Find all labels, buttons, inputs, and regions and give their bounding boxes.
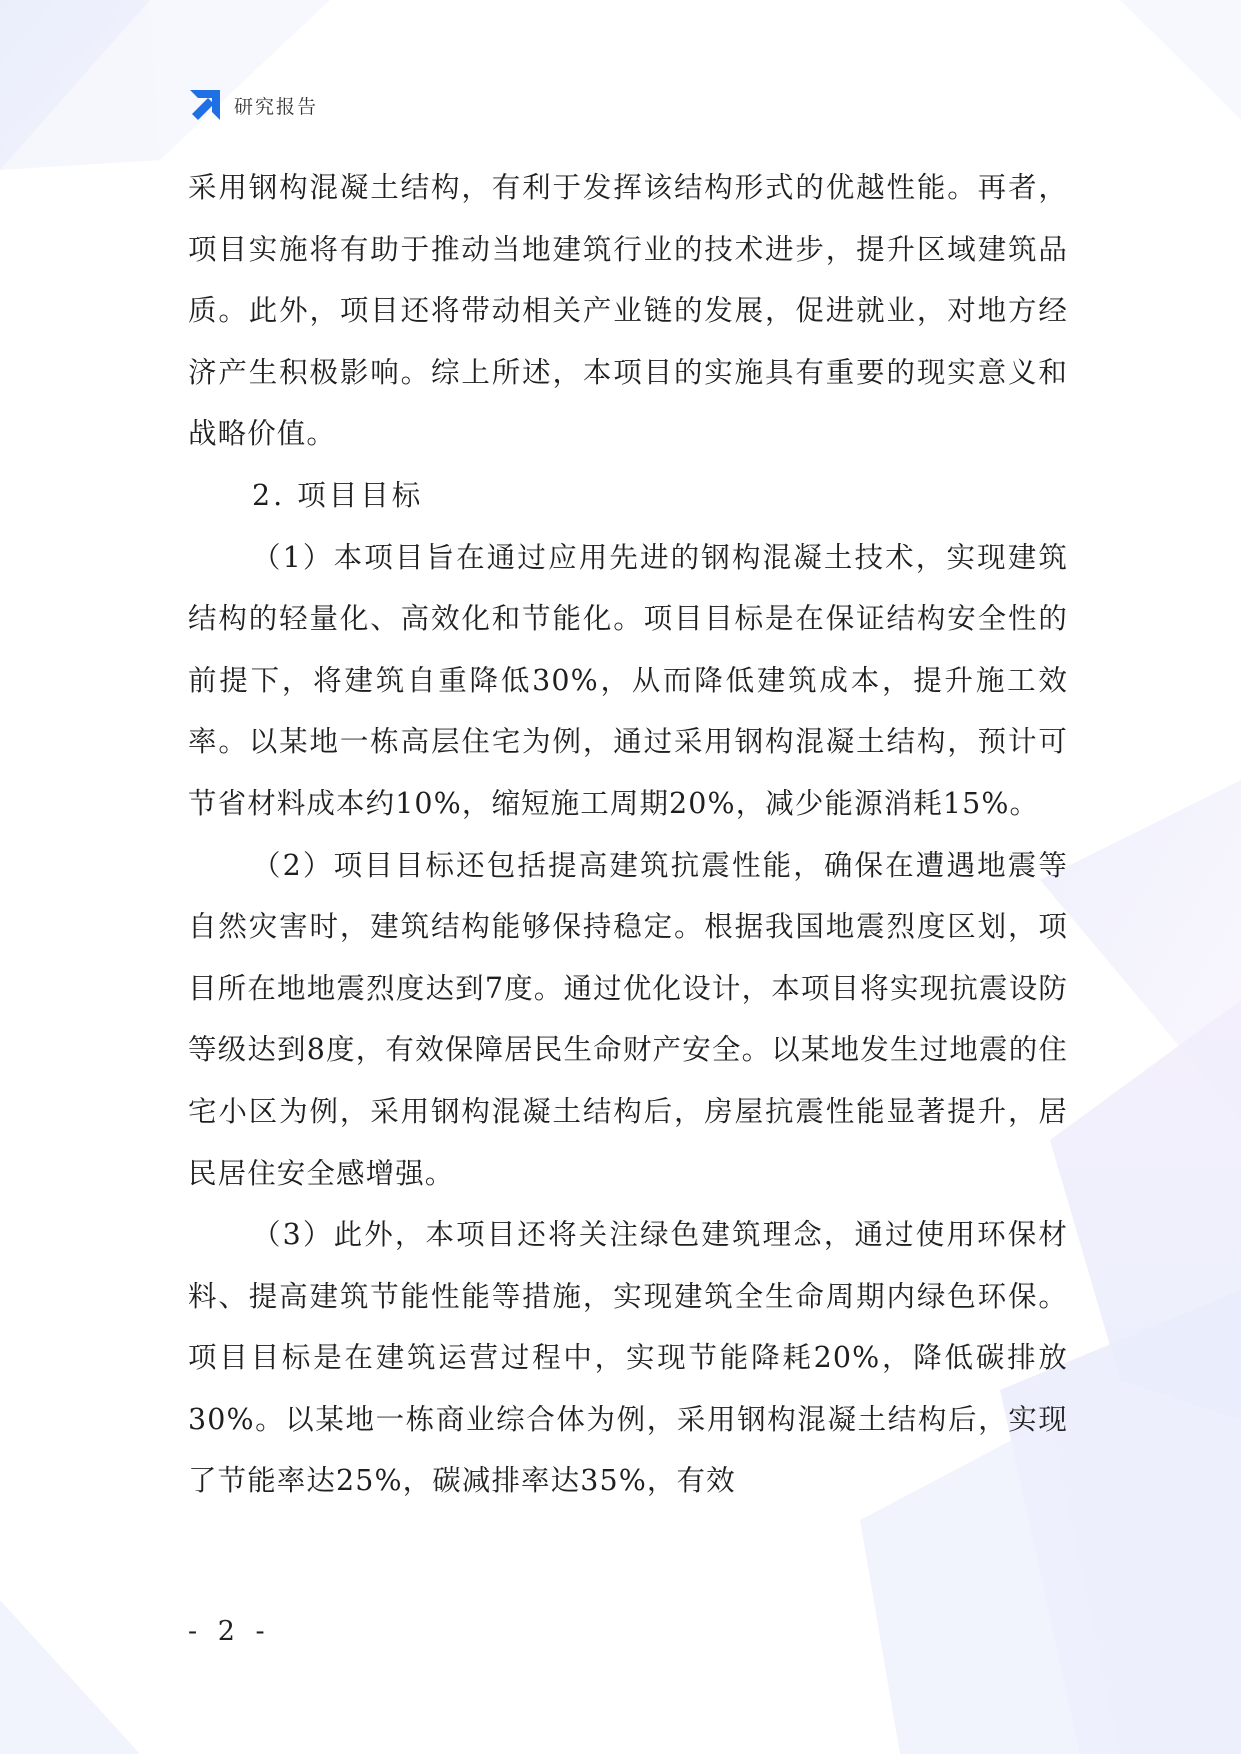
document-body — [188, 157, 1068, 1512]
page-header — [188, 88, 318, 122]
paragraph-intro: 采用钢构混凝土结构，有利于发挥该结构形式的优越性能。再者，项目实施将有助于推动当地建筑行业的技术进步，提升区域建筑品质。此外，项目还将带动相关产业链的发展，促进就业，对地方经济产生积极影响。综上所述，本项目的实施具有重要的现实意义和战略价值。 — [188, 171, 1068, 451]
page-number: - 2 - — [188, 1616, 271, 1647]
paragraph-goal-2: （2）项目目标还包括提高建筑抗震性能，确保在遭遇地震等自然灾害时，建筑结构能够保持稳定。根据我国地震烈度区划，项目所在地地震烈度达到7度。通过优化设计，本项目将实现抗震设防等级达到8度，有效保障居民生命财产安全。以某地发生过地震的住宅小区为例，采用钢构混凝土结构后，房屋抗震性能显著提升，居民居住安全感增强。 — [188, 848, 1068, 1190]
paragraph-goal-3: （3）此外，本项目还将关注绿色建筑理念，通过使用环保材料、提高建筑节能性能等措施，实现建筑全生命周期内绿色环保。项目目标是在建筑运营过程中，实现节能降耗20%，降低碳排放30%。以某地一栋商业综合体为例，采用钢构混凝土结构后，实现了节能率达25%，碳减排率达35%，有效 — [188, 1218, 1068, 1498]
arrow-logo-icon — [188, 88, 222, 122]
paragraph-goal-1: （1）本项目旨在通过应用先进的钢构混凝土技术，实现建筑结构的轻量化、高效化和节能化。项目目标是在保证结构安全性的前提下，将建筑自重降低30%，从而降低建筑成本，提升施工效率。以某地一栋高层住宅为例，通过采用钢构混凝土结构，预计可节省材料成本约10%，缩短施工周期20%，减少能源消耗15%。 — [188, 540, 1068, 820]
section-heading: 2. 项目目标 — [252, 478, 424, 512]
header-title: 研究报告 — [234, 95, 319, 118]
